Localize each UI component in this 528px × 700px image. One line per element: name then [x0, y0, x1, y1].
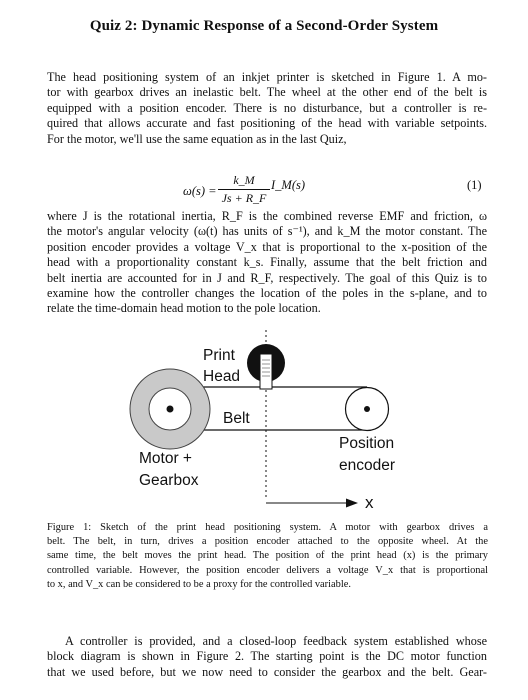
figure-caption [47, 521, 488, 592]
motor-label-line2: Gearbox [139, 472, 199, 489]
equation-number: (1) [467, 178, 482, 192]
caption-line: Figure 1: Sketch of the print head positioning system. A motor with gearbox drives a [47, 522, 488, 533]
print-head-carriage [260, 354, 272, 389]
caption-line: to x, and V_x can be considered to be a proxy for the controlled variable. [47, 578, 351, 590]
print-head-label-line2: Head [203, 368, 241, 385]
text-line: block diagram is shown in Figure 2. The starting point is the DC motor function [47, 649, 487, 664]
intro-paragraph [47, 70, 487, 147]
x-axis-arrowhead [346, 499, 358, 508]
encoder-axle [364, 406, 370, 412]
encoder-label-line1: Position [339, 435, 395, 452]
text-line: A controller is provided, and a closed-loop feedback system established whose [65, 634, 487, 648]
fraction-bar [218, 189, 270, 190]
print-head-diagram [0, 320, 528, 520]
equation-lhs: ω(s) = [183, 184, 217, 198]
text-line: tor with gearbox drives an inelastic belt. The wheel at the other end of the belt is [47, 85, 487, 100]
text-line: the motor's angular velocity (ω(t) has units of s⁻¹), and k_M the motor constant. The [47, 224, 487, 239]
belt-label: Belt [223, 410, 250, 427]
text-line: head with a proportionality constant k_s. Finally, assume that the belt friction and [47, 255, 487, 270]
equation-numerator: k_M [233, 173, 255, 187]
caption-line: belt. The belt, in turn, drives a position encoder attached to the opposite wheel. At the [47, 536, 488, 548]
controller-paragraph [47, 634, 487, 680]
text-line: relate the time-domain head motion to the pole location. [47, 301, 321, 316]
text-line: position encoder provides a voltage V_x that is proportional to the x-position of the [47, 239, 487, 254]
x-axis-label: x [365, 493, 374, 512]
text-line: For the motor, we'll use the same equation as in the last Quiz, [47, 131, 347, 146]
print-head-label-line1: Print [203, 347, 235, 364]
figure-1-sketch [0, 320, 528, 520]
page-title: Quiz 2: Dynamic Response of a Second-Order System [89, 18, 439, 34]
text-line: belt inertia are accounted for in J and R_F, respectively. The goal of this Quiz is to [47, 270, 487, 285]
definitions-paragraph [47, 209, 487, 317]
text-line: equipped with a position encoder. There is no disturbance, but a controller is re- [47, 100, 487, 115]
motor-equation [0, 173, 528, 207]
motor-axle [167, 406, 174, 413]
text-line: The head positioning system of an inkjet printer is sketched in Figure 1. A mo- [47, 70, 487, 84]
caption-line: same time, the belt moves the print head. The position of the print head (x) is the primary [47, 550, 488, 562]
equation-rhs: I_M(s) [271, 178, 306, 192]
equation-denominator: Js + R_F [221, 191, 267, 205]
text-line: where J is the rotational inertia, R_F is the combined reverse EMF and friction, ω [47, 209, 487, 223]
equation-fraction [218, 173, 270, 206]
caption-line: controlled variable. However, the position encoder delivers a voltage V_x that is proportional [47, 564, 488, 576]
text-line: quired that allows accurate and fast positioning of the head with variable setpoints. [47, 116, 487, 131]
text-line: examine how the controller changes the location of the poles in the s-plane, and to [47, 286, 487, 301]
text-line: that we used before, but we now need to consider the gearbox and the belt. Gear- [47, 664, 487, 679]
motor-label-line1: Motor + [139, 450, 192, 467]
encoder-label-line2: encoder [339, 457, 396, 474]
